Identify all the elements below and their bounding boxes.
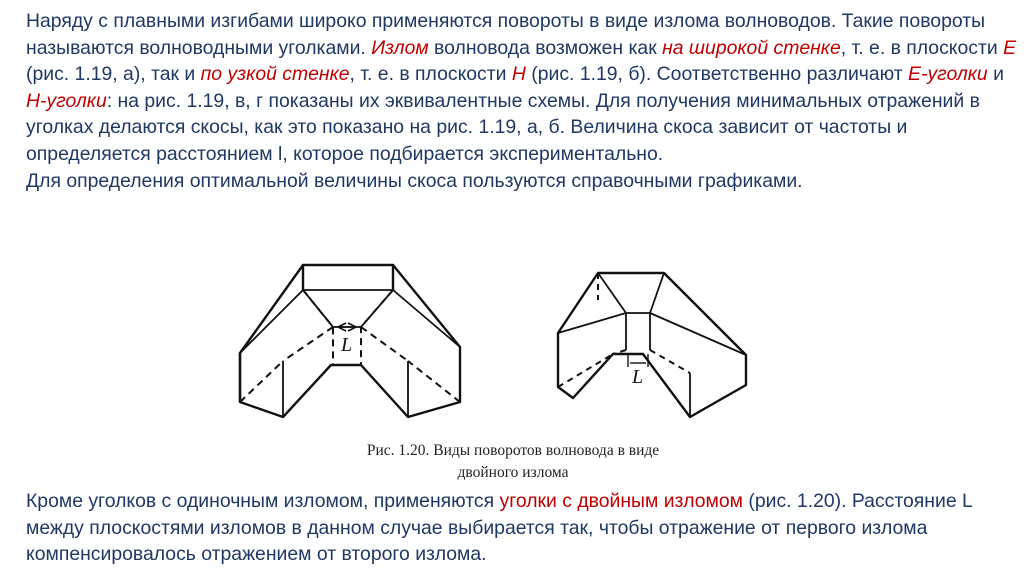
- dimension-label-left: L: [341, 334, 353, 356]
- paragraph-corners: Наряду с плавными изгибами широко применяются повороты в виде излома волноводов. Такие повороты называются волноводными уголками. Излом волновода возможен как на широкой стенке, т. е. в плоскости Е (рис. 1.19, а), так и по узкой стенке, т. е. в плоскости Н (рис. 1.19, б). Соответственно различают Е-уголки и Н-уголки: на рис. 1.19, в, г показаны их эквивалентные схемы. Для получения минимальных отражений в уголках делаются скосы, как это показано на рис. 1.19, а, б. Величина скоса зависит от частоты и определяется расстоянием l, которое подбирается экспериментально.: [26, 10, 1017, 165]
- intro-text: [26, 8, 1016, 194]
- term-broad-wall: на широкой стенке: [662, 36, 841, 59]
- term-h-plane: Н: [511, 63, 526, 86]
- dimension-label-right: L: [632, 366, 644, 388]
- term-narrow-wall: по узкой стенке: [200, 63, 350, 86]
- figure-caption: Рис. 1.20. Виды поворотов волновода в виде двойного излома: [366, 442, 660, 481]
- term-izlom: Излом: [371, 36, 429, 59]
- figure-double-bend: [228, 255, 808, 485]
- paragraph-double-bend: Кроме уголков с одиночным изломом, применяются уголки с двойным изломом (рис. 1.20). Расстояние L между плоскостями изломов в данном случае выбирается так, чтобы отражение от первого излома компенсировалось отражением от второго излома.: [26, 490, 973, 566]
- paragraph-reference-graphs: Для определения оптимальной величины скоса пользуются справочными графиками.: [26, 169, 803, 192]
- term-h-corners: Н-уголки: [26, 89, 107, 112]
- term-double-bend-corners: уголки с двойным изломом: [499, 490, 743, 512]
- term-e-plane: Е: [1003, 36, 1017, 59]
- term-e-corners: Е-уголки: [908, 63, 988, 86]
